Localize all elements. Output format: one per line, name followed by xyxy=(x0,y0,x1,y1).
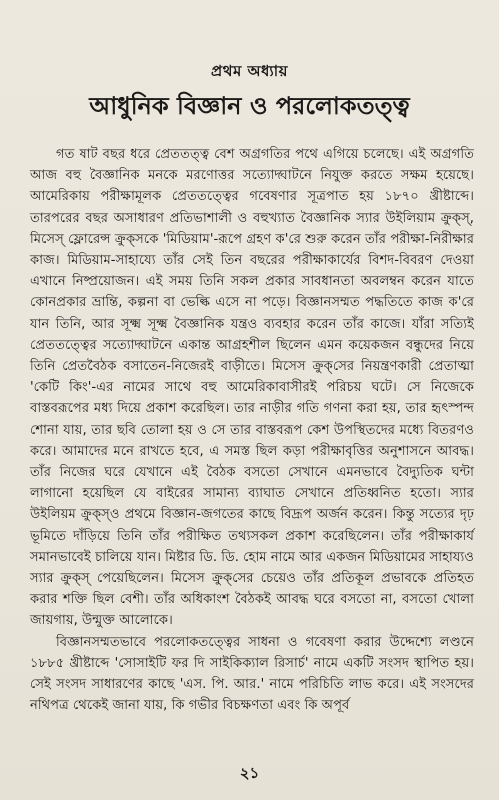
chapter-title: আধুনিক বিজ্ঞান ও পরলোকতত্ত্ব xyxy=(89,92,410,120)
body-text xyxy=(30,144,474,716)
chapter-label: প্রথম অধ্যায় xyxy=(211,62,288,80)
paragraph: বিজ্ঞানসম্মতভাবে পরলোকতত্ত্বের সাধনা ও গবেষণা করার উদ্দেশ্যে লণ্ডনে ১৮৮৫ খ্রীষ্টাব্দে 'সোসাইটি ফর দি সাইকিক্যাল রিসার্চ' নামে একটি সংসদ স্থাপিত হয়। সেই সংসদ সাধারণের কাছে 'এস. পি. আর.' নামে পরিচিতি লাভ করে। এই সংসদের নথিপত্র থেকেই জানা যায়, কি গভীর বিচক্ষণতা এবং কি অপূর্ব xyxy=(30,634,474,714)
page-number: ২১ xyxy=(239,764,260,782)
paragraph: গত ষাট বছর ধরে প্রেততত্ত্ব বেশ অগ্রগতির পথে এগিয়ে চলেছে। এই অগ্রগতি আজ বহু বৈজ্ঞানিক মনকে মরণোত্তর সত্যোদ্ঘাটনে নিযুক্ত করতে সক্ষম হয়েছে। আমেরিকায় পরীক্ষামূলক প্রেততত্ত্বের গবেষণার সূত্রপাত হয় ১৮৭০ খ্রীষ্টাব্দে। তারপরের বছর অসাধারণ প্রতিভাশালী ও বহুখ্যাত বৈজ্ঞানিক স্যার উইলিয়াম ক্রুক্‌স্‌, মিসেস্‌ ফ্লোরেন্স ক্রুক্‌সকে 'মিডিয়াম'-রূপে গ্রহণ ক'রে শুরু করেন তাঁর পরীক্ষা-নিরীক্ষার কাজ। মিডিয়াম-সাহায্যে তাঁর সেই তিন বছরের পরীক্ষাকার্যের বিশদ-বিবরণ দেওয়া এখানে নিষ্প্রয়োজন। এই সময় তিনি সকল প্রকার সাবধানতা অবলম্বন করেন যাতে কোনপ্রকার ভ্রান্তি, কল্পনা বা ভেল্কি এসে না পড়ে। বিজ্ঞানসম্মত পদ্ধতিতে কাজ ক'রে যান তিনি, আর সূক্ষ্ম সূক্ষ্ম বৈজ্ঞানিক যন্ত্রও ব্যবহার করেন তাঁর কাজে। যাঁরা সত্যিই প্রেততত্ত্বের সত্যোদ্ঘাটনে একান্ত আগ্রহশীল ছিলেন এমন কয়েকজন বন্ধুদের নিয়ে তিনি প্রেতবৈঠক বসাতেন-নিজেরই বাড়ীতে। মিসেস ক্রুক্‌সের নিয়ন্ত্রণকারী প্রেতাত্মা 'কেটি কিং'-এর নামের সাথে বহু আমেরিকাবাসীরই পরিচয় ঘটে। সে নিজেকে বাস্তবরূপের মধ্য দিয়ে প্রকাশ করেছিল। তার নাড়ীর গতি গণনা করা হয়, তার হৃৎস্পন্দ শোনা যায়, তার ছবি তোলা হয় ও সে তার বাস্তবরূপ কেশ উপস্থিতদের মধ্যে বিতরণও করে। আমাদের মনে রাখতে হবে, এ সমস্ত ছিল কড়া পরীক্ষাবৃত্তির অনুশাসনে আবদ্ধ। তাঁর নিজের ঘরে যেখানে এই বৈঠক বসতো সেখানে এমনভাবে বৈদ্যুতিক ঘন্টা লাগানো হয়েছিল যে বাইরের সামান্য ব্যাঘাত সেখানে প্রতিধ্বনিত হতো। স্যার উইলিয়ম ক্রুক্‌স্‌ও প্রথমে বিজ্ঞান-জগতের কাছে বিদ্রূপ অর্জন করেন। কিন্তু সত্যের দৃঢ় ভূমিতে দাঁড়িয়ে তিনি তাঁর পরীক্ষিত তথ্যসকল প্রকাশ করেছিলেন। তাঁর পরীক্ষাকার্য সমানভাবেই চালিয়ে যান। মিষ্টার ডি. ডি. হোম নামে আর একজন মিডিয়ামের সাহায্যও স্যার ক্রুক্‌স্‌ পেয়েছিলেন। মিসেস ক্রুক্‌সের চেয়েও তাঁর প্রতিকূল প্রভাবকে প্রতিহত করার শক্তি ছিল বেশী। তাঁর অধিকাংশ বৈঠকই আবদ্ধ ঘরে বসতো না, বসতো খোলা জায়গায়, উন্মুক্ত আলোকে। xyxy=(30,147,474,629)
